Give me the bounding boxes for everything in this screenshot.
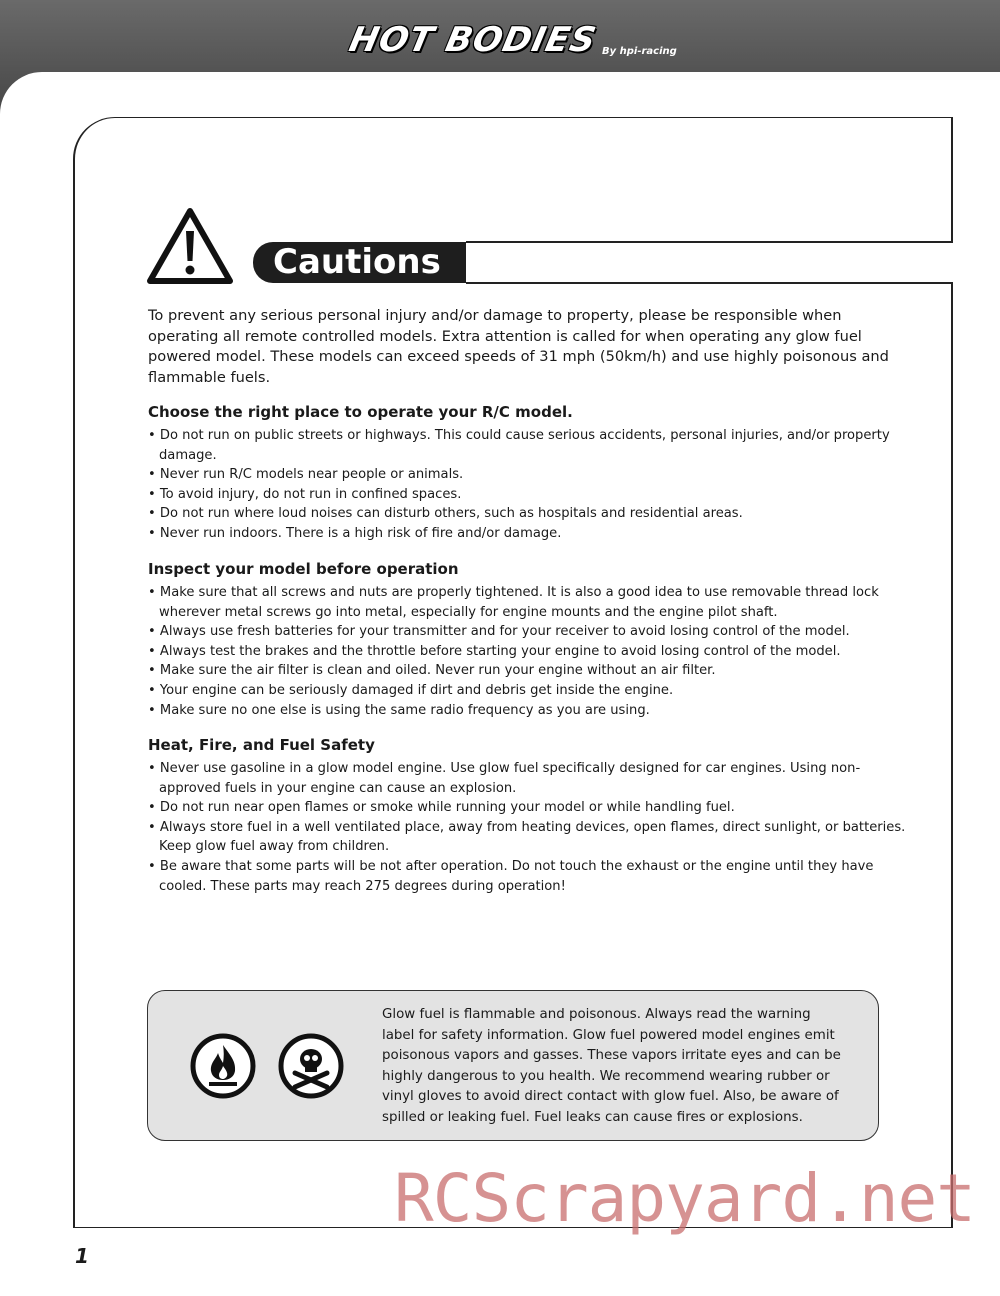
fuel-warning-box (147, 990, 879, 1141)
list-item: • Always use fresh batteries for your transmitter and for your receiver to avoid losing control of the model. (148, 622, 908, 642)
list-item: • To avoid injury, do not run in confined spaces. (148, 485, 908, 505)
list-item: • Never run R/C models near people or animals. (148, 465, 908, 485)
list-item: • Make sure no one else is using the same radio frequency as you are using. (148, 701, 908, 721)
section-operating-place (148, 402, 908, 544)
list-item: • Never use gasoline in a glow model engine. Use glow fuel specifically designed for car engines. Using non-approved fuels in your engine can cause an explosion. (148, 759, 908, 798)
section-fuel-safety (148, 735, 908, 896)
intro-paragraph: To prevent any serious personal injury and/or damage to property, please be responsible when operating all remote controlled models. Extra attention is called for when operating any glow fuel powered model. These models can exceed speeds of 31 mph (50km/h) and use highly poisonous and flammable fuels. (148, 307, 889, 386)
title-rule-bottom (466, 282, 953, 284)
title-rule-top (466, 241, 953, 243)
warning-triangle-icon (146, 207, 234, 285)
frame-edge-bottom (951, 283, 953, 1228)
list-item: • Your engine can be seriously damaged if dirt and debris get inside the engine. (148, 681, 908, 701)
section-heading: Inspect your model before operation (148, 560, 459, 578)
list-item: • Do not run on public streets or highways. This could cause serious accidents, personal injuries, and/or property damage. (148, 426, 908, 465)
watermark: RCScrapyard.net (394, 1160, 976, 1237)
fuel-warning-text: Glow fuel is flammable and poisonous. Always read the warning label for safety information. Glow fuel powered model engines emit poisonous vapors and gasses. These vapors irritate eyes and can be highly dangerous to you health. We recommend wearing rubber or vinyl gloves to avoid direct contact with glow fuel. Also, be aware of spilled or leaking fuel. Fuel leaks can cause fires or explosions. (382, 1007, 841, 1125)
logo-subtext: By hpi-racing (602, 46, 677, 57)
section-heading: Choose the right place to operate your R/C model. (148, 403, 573, 421)
list-item: • Do not run near open flames or smoke while running your model or while handling fuel. (148, 798, 908, 818)
section-inspect-model (148, 559, 908, 720)
page-number: 1 (75, 1244, 89, 1268)
list-item: • Make sure that all screws and nuts are properly tightened. It is also a good idea to use removable thread lock wherever metal screws go into metal, especially for engine mounts and the engine pilot shaft. (148, 583, 908, 622)
list-item: • Be aware that some parts will be not after operation. Do not touch the exhaust or the engine until they have cooled. These parts may reach 275 degrees during operation! (148, 857, 908, 896)
list-item: • Do not run where loud noises can disturb others, such as hospitals and residential areas. (148, 504, 908, 524)
list-item: • Make sure the air filter is clean and oiled. Never run your engine without an air filter. (148, 661, 908, 681)
list-item: • Always store fuel in a well ventilated place, away from heating devices, open flames, direct sunlight, or batteries. Keep glow fuel away from children. (148, 818, 908, 857)
frame-edge-top (951, 117, 953, 243)
brand-logo (340, 20, 677, 70)
poison-icon (278, 1033, 344, 1099)
flammable-icon (190, 1033, 256, 1099)
section-heading: Heat, Fire, and Fuel Safety (148, 736, 375, 754)
list-item: • Always test the brakes and the throttle before starting your engine to avoid losing control of the model. (148, 642, 908, 662)
list-item: • Never run indoors. There is a high risk of fire and/or damage. (148, 524, 908, 544)
logo-text: HOT BODIES (345, 20, 601, 60)
page-title: Cautions (253, 242, 466, 283)
